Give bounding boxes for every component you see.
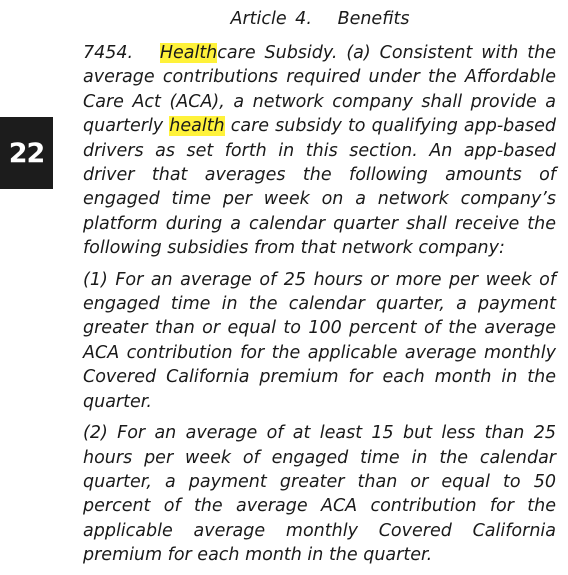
intro-text-before-highlight: (a) Consistent with the average contributions required under the Affordable Care Act (ACA), a network company shall provide a quarterly	[83, 43, 556, 137]
section-title-rest: care Subsidy.	[217, 43, 338, 63]
article-heading	[0, 9, 568, 29]
section-intro-paragraph	[83, 41, 556, 261]
search-highlight: Health	[159, 43, 218, 63]
section-body	[83, 41, 556, 575]
intro-text-after-highlight: care subsidy to qualifying app-based drivers as set forth in this section. An app-based driver that averages the following amounts of engaged time per week on a network company’s platform during a calendar quarter shall receive the following subsidies from that network company:	[83, 116, 556, 259]
subsidy-item-2: (2) For an average of at least 15 but less than 25 hours per week of engaged time in the calendar quarter, a payment greater than or equal to 50 percent of the average ACA contribution for the applicable average monthly Covered California premium for each month in the quarter.	[83, 423, 556, 566]
subsidy-item-1: (1) For an average of 25 hours or more per week of engaged time in the calendar quarter, a payment greater than or equal to 100 percent of the average ACA contribution for the applicable average monthly Covered California premium for each month in the quarter.	[83, 269, 556, 412]
search-highlight: health	[169, 116, 225, 137]
page-number-tab	[0, 117, 53, 189]
section-number: 7454.	[83, 43, 134, 63]
article-heading-text: Article 4. Benefits	[230, 9, 410, 29]
page-number: 22	[8, 137, 45, 169]
